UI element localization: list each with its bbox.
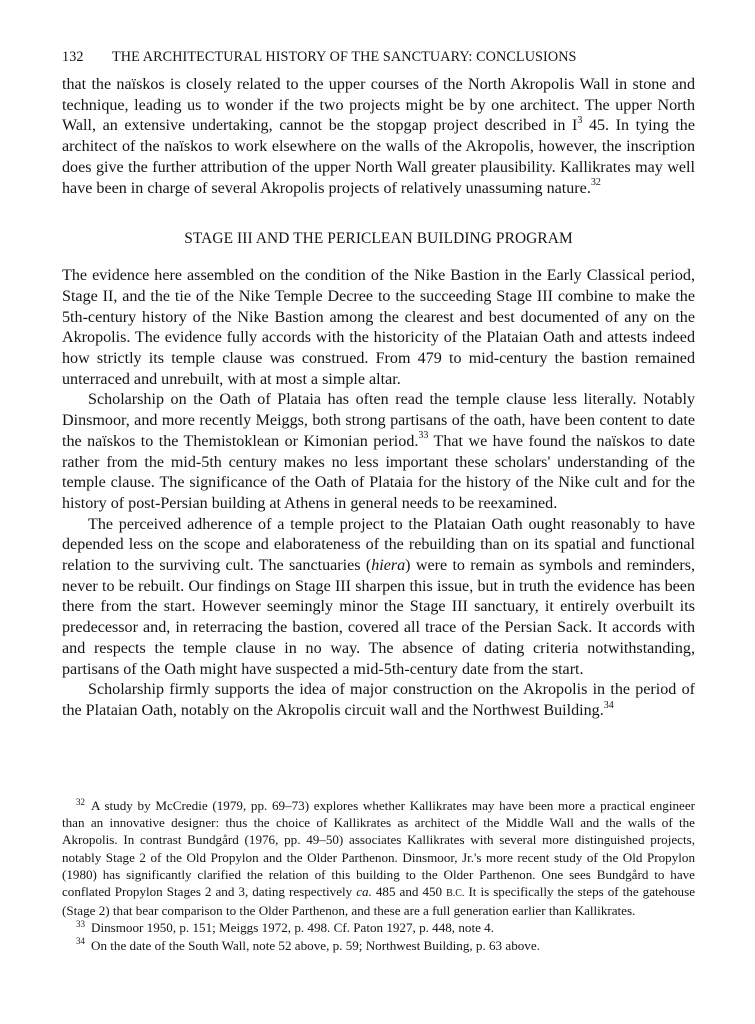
- paragraph-2: The evidence here assembled on the condition of the Nike Bastion in the Early Classical period, Stage II, and the tie of the Nike Temple Decree to the succeeding Stage III combine to make the 5th-century history of the Nike Bastion among the clearest and best documented of any on the Akropolis. The evidence fully accords with the historicity of the Plataian Oath and attests indeed how strictly its temple clause was construed. From 479 to mid-century the bastion remained unterraced and unrebuilt, with at most a simple altar.: [62, 267, 695, 388]
- paragraph-3-text-2: That we have found the naïskos to date rather from the mid-5th century makes no less important these scholars' understanding of the temple clause. The significance of the Oath of Plataia for the history of the Nike cult and for the history of post-Persian building at Athens in general needs to be reexamined.: [62, 432, 695, 512]
- footnote-small-caps: B.C.: [446, 888, 465, 900]
- footnote-number: 34: [76, 936, 85, 947]
- footnote-text: A study by McCredie (1979, pp. 69–73) explores whether Kallikrates may have been more a practical engineer than an innovative designer: thus the choice of Kallikrates as architect of the Middle Wall and the walls of the Akropolis. In contrast Bundgård (1976, pp. 49–50) associates Kallikrates with several more distinguished projects, notably Stage 2 of the Old Propylon and the Older Parthenon. Dinsmoor, Jr.'s more recent study of the Old Propylon (1980) has significantly clarified the relation of this building to the Older Parthenon. One sees Bundgård to have conflated Propylon Stages 2 and 3, dating respectively: [62, 798, 695, 900]
- footnote-text: Dinsmoor 1950, p. 151; Meiggs 1972, p. 498. Cf. Paton 1927, p. 448, note 4.: [91, 920, 494, 936]
- paragraph-1-text-2: 45. In tying the architect of the naïskos to work elsewhere on the walls of the Akropolis, however, the inscription does give the further attribution of the upper North Wall greater plausibility. Kallikrates may well have been in charge of several Akropolis projects of relatively unassuming nature.: [62, 117, 695, 197]
- paragraph-4-text-2: ) were to remain as symbols and reminders, never to be rebuilt. Our findings on Stage III sharpen this issue, but in truth the evidence has been there from the start. However seemingly minor the Stage III sanctuary, it entirely overbuilt its predecessor and, in reterracing the bastion, covered all trace of the Persian Sack. It accords with and respects the temple clause in no way. The absence of dating criteria notwithstanding, partisans of the Oath might have suspected a mid-5th-century date from the start.: [62, 557, 695, 678]
- section-heading: STAGE III AND THE PERICLEAN BUILDING PROGRAM: [184, 230, 573, 248]
- footnote-number: 33: [76, 919, 85, 930]
- running-head: [62, 49, 697, 66]
- footnote-text: 485 and 450: [371, 884, 447, 900]
- paragraph-3-text: Scholarship on the Oath of Plataia has often read the temple clause less literally. Notably Dinsmoor, and more recently Meiggs, both strong partisans of the oath, have been content to date the naïskos to the Themistoklean or Kimonian period.: [62, 391, 695, 450]
- footnote-34: [62, 937, 695, 954]
- footnote-number: 32: [76, 796, 85, 807]
- footnote-33: [62, 919, 695, 936]
- footnote-32: [62, 797, 695, 919]
- superscript: 3: [577, 115, 583, 127]
- footnote-ref-34: 34: [603, 699, 614, 711]
- running-title: THE ARCHITECTURAL HISTORY OF THE SANCTUARY: CONCLUSIONS: [112, 49, 577, 65]
- paragraph-5-text: Scholarship firmly supports the idea of major construction on the Akropolis in the period of the Plataian Oath, notably on the Akropolis circuit wall and the Northwest Building.: [62, 681, 695, 719]
- footnote-text: On the date of the South Wall, note 52 above, p. 59; Northwest Building, p. 63 above.: [91, 937, 540, 953]
- page-number: 132: [62, 49, 84, 65]
- italic-term: hiera: [371, 557, 406, 575]
- body-text: [62, 75, 695, 722]
- paragraph-5: [62, 680, 695, 721]
- footnote-italic: ca.: [356, 884, 372, 900]
- paragraph-1-text: that the naïskos is closely related to the upper courses of the North Akropolis Wall in stone and technique, leading us to wonder if the two projects might be by one architect. The upper North Wall, an extensive undertaking, cannot be the stopgap project described in I: [62, 76, 695, 135]
- footnote-ref-33: 33: [418, 430, 429, 442]
- paragraph-1: [62, 75, 695, 199]
- footnotes: [62, 797, 695, 954]
- paragraph-3: [62, 390, 695, 514]
- paragraph-4: [62, 515, 695, 681]
- footnote-text: It is specifically the steps of the gatehouse (Stage 2) that bear comparison to the Older Parthenon, and these are a full generation earlier than Kallikrates.: [62, 884, 696, 919]
- footnote-ref-32: 32: [590, 177, 601, 189]
- paragraph-4-text: The perceived adherence of a temple project to the Plataian Oath ought reasonably to have depended less on the scope and elaborateness of the rebuilding than on its spatial and functional relation to the surviving cult. The sanctuaries (: [62, 515, 695, 575]
